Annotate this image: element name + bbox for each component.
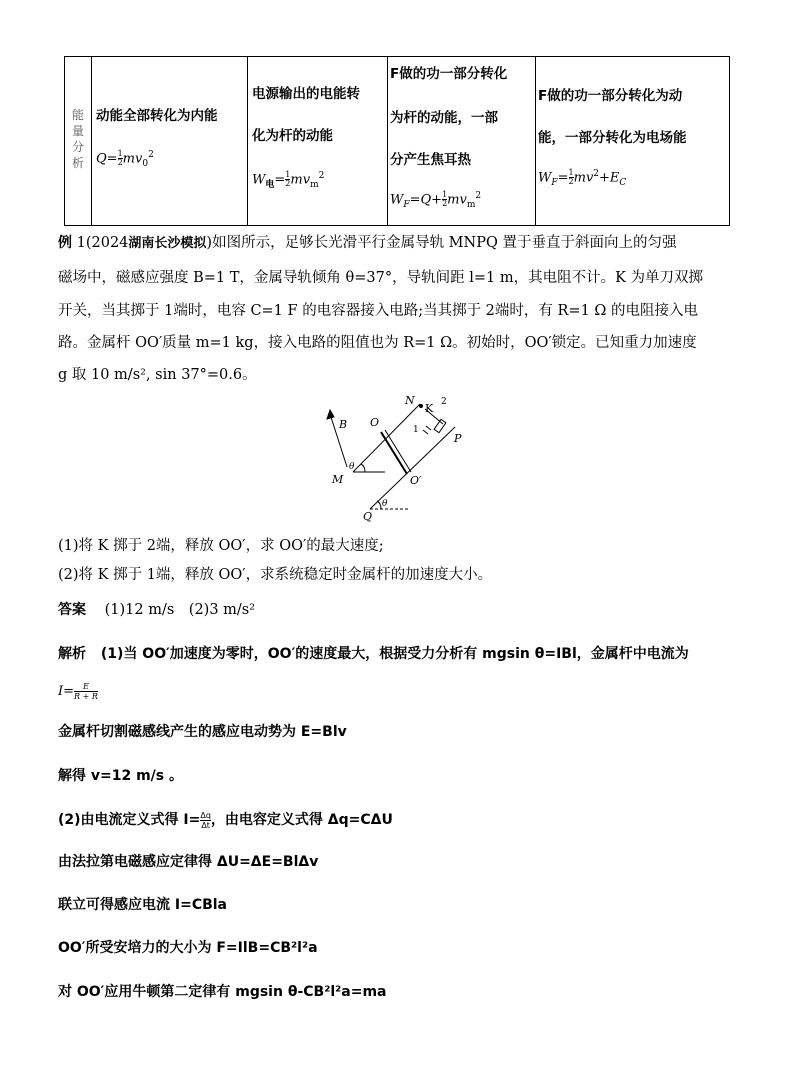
answer-label: 答案 — [58, 602, 86, 618]
analysis-line-8: OO′所受安培力的大小为 F=IlB=CB²l²a — [58, 940, 318, 956]
col4-cell — [536, 57, 729, 225]
col3-text2: 为杆的动能，一部 — [390, 110, 498, 126]
col1-text: 动能全部转化为内能 — [96, 108, 218, 124]
answer-text: (1)12 m/s (2)3 m/s² — [104, 602, 256, 618]
label-p: P — [454, 432, 462, 445]
col4-text2: 能，一部分转化为电场能 — [538, 130, 687, 146]
example-line-2: 磁场中，磁感应强度 B=1 T，金属导轨倾角 θ=37°，导轨间距 l=1 m，其电阻不计。K 为单刀双掷 — [58, 270, 704, 286]
question-1: (1)将 K 掷于 2端，释放 OO′，求 OO′的最大速度; — [58, 538, 384, 554]
label-o: O — [370, 416, 380, 429]
analysis-line-4: 解得 v=12 m/s 。 — [58, 768, 183, 784]
col2-text1: 电源输出的电能转 — [252, 86, 360, 102]
col4-formula: $W_F=$ $\frac{1}{2}$ $mv^2+E_C$ — [538, 168, 627, 188]
analysis-line-3: 金属杆切割磁感线产生的感应电动势为 E=Blv — [58, 724, 347, 740]
analysis-line-6: 由法拉第电磁感应定律得 ΔU=ΔE=BlΔv — [58, 854, 319, 870]
label-1: 1 — [413, 425, 419, 435]
capacitor-plate1 — [423, 430, 428, 434]
label-m: M — [332, 473, 344, 486]
b-field-arrowhead — [327, 410, 334, 419]
analysis-label: 解析 — [58, 646, 86, 662]
label-theta-1: θ — [349, 462, 355, 472]
analysis-line-7: 联立可得感应电流 I=CBla — [58, 897, 228, 913]
col3-text3: 分产生焦耳热 — [390, 152, 471, 168]
analysis-line-1 — [58, 644, 689, 664]
question-2: (2)将 K 掷于 1端，释放 OO′，求系统稳定时金属杆的加速度大小。 — [58, 567, 493, 583]
analysis-l1: (1)当 OO′加速度为零时，OO′的速度最大，根据受力分析有 mgsin θ=IBl，金属杆中电流为 — [100, 646, 689, 662]
rail-mn — [353, 404, 420, 472]
analysis-line-5: (2)由电流定义式得 I= $\frac{\Delta q}{\Delta t}$ ，由电容定义式得 Δq=CΔU — [58, 810, 393, 830]
rod-oo-edge — [385, 430, 411, 472]
rod-oo — [381, 432, 407, 474]
rail-qp — [370, 427, 455, 509]
example-source-bold: 湖南长沙模拟 — [128, 236, 207, 251]
label-q: Q — [363, 510, 373, 522]
energy-table — [64, 56, 730, 226]
analysis-line-9: 对 OO′应用牛顿第二定律有 mgsin θ-CB²l²a=ma — [58, 984, 387, 1000]
analysis-line-2: I= $\frac{E}{R + R}$ — [58, 682, 98, 701]
col1-cell — [92, 57, 248, 225]
label-theta-2: θ — [382, 499, 388, 509]
col2-formula: $W_电=$ $\frac{1}{2}$ $mv_m^2$ — [252, 170, 325, 190]
resistor — [434, 419, 446, 432]
angle-arc-1 — [361, 464, 365, 472]
example-source: (2024 — [85, 235, 129, 251]
example-number: 1 — [76, 235, 86, 251]
example-line-1-text: )如图所示，足够长光滑平行金属导轨 MNPQ 置于垂直于斜面向上的匀强 — [206, 235, 677, 251]
example-label: 例 — [58, 235, 72, 251]
capacitor-plate2 — [426, 426, 431, 430]
example-line-1 — [58, 233, 676, 254]
col1-formula: Q= $\frac{1}{2}$ $mv_0^2$ — [96, 149, 154, 169]
example-line-3: 开关，当其掷于 1端时，电容 C=1 F 的电容器接入电路;当其掷于 2端时，有 R=1 Ω 的电阻接入电 — [58, 303, 699, 319]
row-label-cell — [65, 57, 92, 225]
col2-cell — [248, 57, 388, 225]
col2-text2: 化为杆的动能 — [252, 128, 333, 144]
col3-formula: $W_F=Q+$ $\frac{1}{2}$ $mv_m^2$ — [390, 190, 482, 210]
answer-line — [58, 600, 255, 620]
col4-text1: F做的功一部分转化为动 — [538, 88, 683, 104]
col3-text1: F做的功一部分转化 — [390, 66, 508, 82]
example-line-4: 路。金属杆 OO′质量 m=1 kg，接入电路的阻值也为 R=1 Ω。初始时，OO′锁定。已知重力加速度 — [58, 335, 697, 351]
label-k: K — [425, 402, 434, 415]
row-label: 能量分析 — [71, 108, 84, 170]
label-n: N — [405, 394, 415, 407]
rail-diagram — [325, 392, 475, 522]
example-line-5: g 取 10 m/s², sin 37°=0.6。 — [58, 367, 257, 383]
label-b: B — [339, 418, 348, 431]
label-2: 2 — [441, 397, 447, 407]
label-o-prime: O′ — [410, 474, 422, 487]
col3-cell — [388, 57, 536, 225]
